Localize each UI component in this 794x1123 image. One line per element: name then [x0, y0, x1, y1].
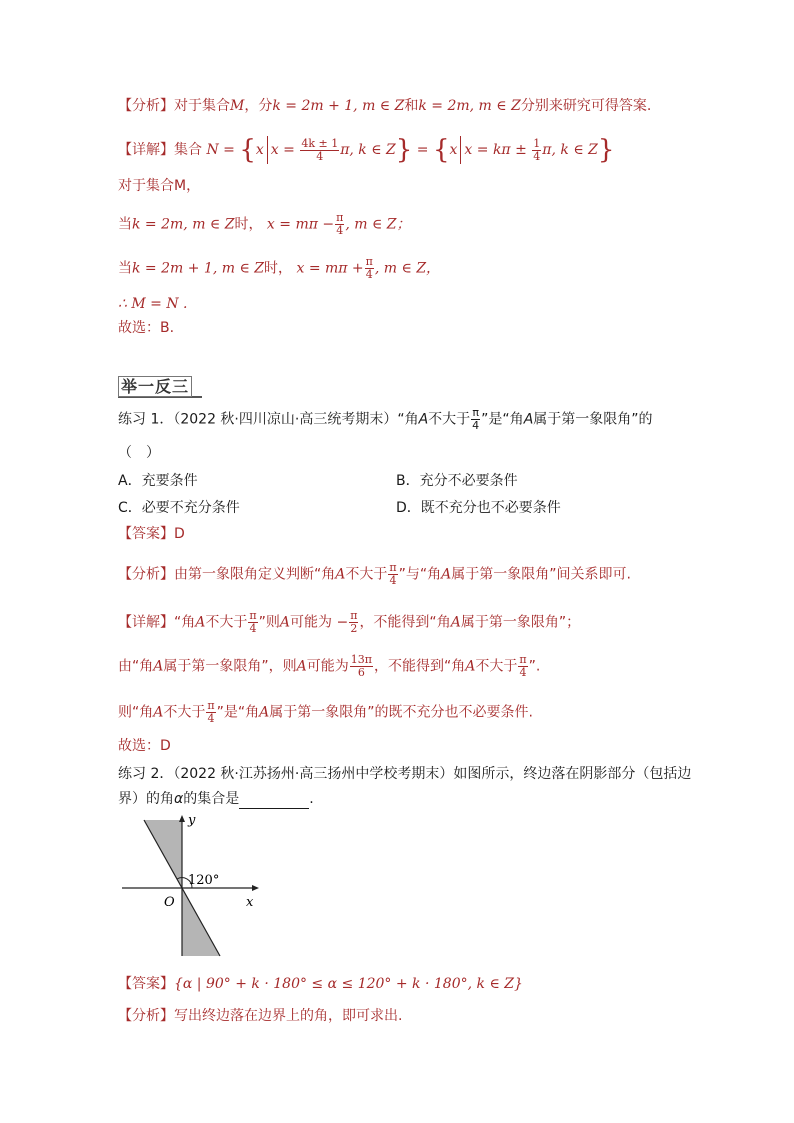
case-1: 当k = 2m, m ∈ Z时， x = mπ − $\frac{\pi}{4}$ , m ∈ Z； — [118, 211, 411, 237]
fraction: $\frac{\pi}{4}$ — [365, 255, 373, 281]
x-axis-arrow — [252, 885, 259, 891]
choice-2: 故选：D — [118, 738, 171, 754]
angle-figure — [118, 812, 268, 960]
option-b: B．充分不必要条件 — [396, 473, 518, 489]
analysis-1: 【分析】对于集合M，分k = 2m + 1, m ∈ Z和k = 2m, m ∈ Z分别来研究可得答案. — [118, 98, 652, 114]
fraction: $\frac{\pi}{2}$ — [350, 609, 358, 635]
option-c: C．必要不充分条件 — [118, 500, 240, 516]
origin-label: O — [164, 895, 175, 910]
analysis-3: 【分析】写出终边落在边界上的角，即可求出. — [118, 1008, 403, 1024]
exercise-2-line2: 界）的角α的集合是 . — [118, 791, 314, 807]
detail-2c: 则“角A不大于 $\frac{\pi}{4}$ ”是“角A属于第一象限角”的既不充分也不必要条件. — [118, 699, 533, 725]
answer-1: 【答案】D — [118, 526, 185, 542]
fraction: $\frac{\pi}{4}$ — [249, 609, 257, 635]
fraction: $\frac{\pi}{4}$ — [519, 653, 527, 679]
fraction: $\frac{1}{4}$ — [533, 136, 541, 163]
answer-2: 【答案】{α | 90° + k · 180° ≤ α ≤ 120° + k · 180°, k ∈ Z} — [118, 976, 523, 992]
conclusion: ∴ M = N . — [118, 296, 188, 312]
case-2: 当k = 2m + 1, m ∈ Z时， x = mπ + $\frac{\pi}{4}$ , m ∈ Z， — [118, 255, 441, 281]
option-a: A．充要条件 — [118, 473, 198, 489]
analysis-2: 【分析】由第一象限角定义判断“角A不大于 $\frac{\pi}{4}$ ”与“角A属于第一象限角”间关系即可. — [118, 561, 631, 587]
exercise-1: 练习 1．（2022 秋·四川凉山·高三统考期末）“角A不大于 $\frac{\pi}{4}$ ”是“角A属于第一象限角”的 — [118, 406, 653, 432]
fraction: $\frac{\pi}{4}$ — [389, 561, 397, 587]
fraction: $\frac{\pi}{4}$ — [207, 699, 215, 725]
fraction: $\frac{13\pi}{6}$ — [350, 653, 373, 679]
x-label: x — [246, 895, 254, 910]
angle-label: 120° — [188, 873, 220, 888]
detail-tag: 【详解】 — [118, 142, 174, 158]
fraction: $\frac{4k \pm 1}{4}$ — [301, 136, 339, 163]
option-d: D．既不充分也不必要条件 — [396, 500, 561, 516]
detail-2b: 由“角A属于第一象限角”，则A可能为 $\frac{13\pi}{6}$ ，不能得到“角A不大于 $\frac{\pi}{4}$ ”. — [118, 653, 541, 679]
detail-2: 【详解】“角A不大于 $\frac{\pi}{4}$ ”则A可能为 − $\frac{\pi}{2}$ ，不能得到“角A属于第一象限角”； — [118, 609, 581, 635]
choice-1: 故选：B. — [118, 320, 175, 336]
fraction: $\frac{\pi}{4}$ — [336, 211, 344, 237]
fraction: $\frac{\pi}{4}$ — [472, 406, 480, 432]
answer-blank — [239, 794, 309, 809]
detail-1: 【详解】集合 N = {x x = $\frac{4k \pm 1}{4}$ π, k ∈ Z} = {x x = kπ ± $\frac{1}{4}$ π, k ∈ Z} — [118, 135, 615, 165]
for-set-m: 对于集合M， — [118, 178, 201, 194]
analysis-tag: 【分析】 — [118, 98, 174, 114]
exercise-2-line1: 练习 2．（2022 秋·江苏扬州·高三扬州中学校考期末）如图所示，终边落在阴影部分（包括边 — [118, 766, 692, 782]
exercise-1-paren: （ ） — [118, 445, 160, 461]
y-label: y — [188, 813, 196, 828]
section-title: 举一反三 — [118, 374, 202, 398]
y-axis-arrow — [179, 815, 185, 822]
